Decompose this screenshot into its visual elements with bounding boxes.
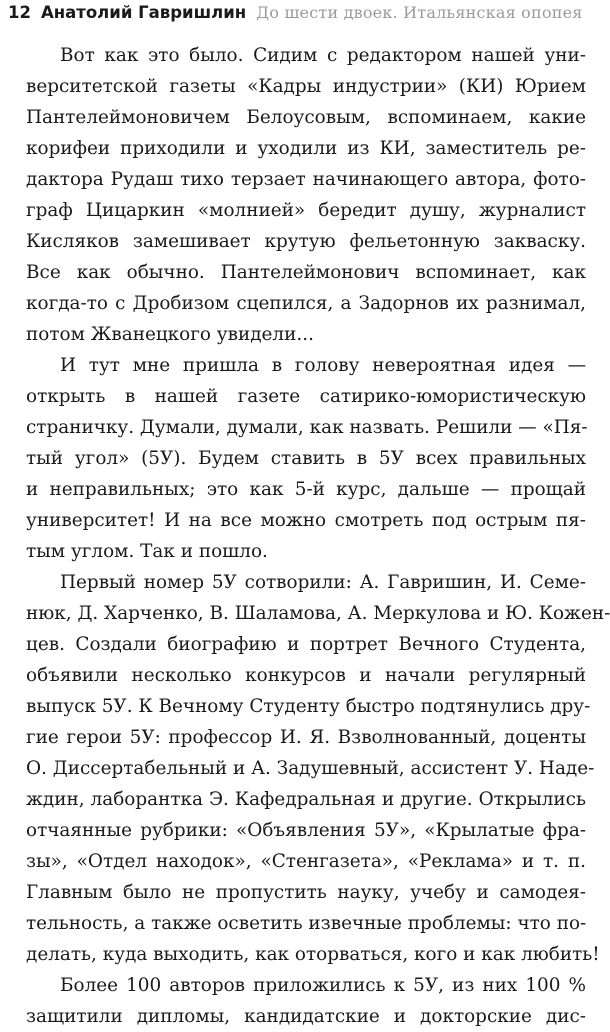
text-line: ждин, лаборантка Э. Кафедральная и другие. Открылись	[26, 789, 586, 810]
text-line: И тут мне пришла в голову невероятная идея —	[60, 355, 586, 376]
text-line: Кисляков замешивает крутую фельетонную закваску.	[26, 231, 586, 252]
text-line: тым углом. Так и пошло.	[26, 541, 268, 562]
text-line: Более 100 авторов приложились к 5У, из них 100 %	[60, 975, 586, 996]
text-line: объявили несколько конкурсов и начали регулярный	[26, 665, 586, 686]
text-line: Вот как это было. Сидим с редактором нашей уни-	[60, 45, 586, 66]
text-line: Главным было не пропустить науку, учебу и самодея-	[26, 882, 586, 903]
text-line: делать, куда выходить, как оторваться, кого и как любить!	[26, 944, 600, 965]
text-line: защитили дипломы, кандидатские и докторские дис-	[26, 1006, 586, 1027]
text-line: Все как обычно. Пантелеймонович вспоминает, как	[26, 262, 586, 283]
text-line: тельность, а также осветить извечные проблемы: что по-	[26, 913, 587, 934]
text-line: Пантелеймоновичем Белоусовым, вспоминаем, какие	[26, 107, 586, 128]
running-head	[8, 0, 583, 26]
text-line: отчаянные рубрики: «Объявления 5У», «Крылатые фра-	[26, 820, 586, 841]
text-line: гие герои 5У: профессор И. Я. Взволнованный, доценты	[26, 727, 586, 748]
text-line: университет! И на все можно смотреть под острым пя-	[26, 510, 586, 531]
text-line: когда-то с Дробизом сцепился, а Задорнов их разнимал,	[26, 293, 586, 314]
text-line: дактора Рудаш тихо терзает начинающего автора, фото-	[26, 169, 586, 190]
text-line: зы», «Отдел находок», «Стенгазета», «Реклама» и т. п.	[26, 851, 586, 872]
text-line: открыть в нашей газете сатирико-юмористическую	[26, 386, 586, 407]
text-line: страничку. Думали, думали, как назвать. Решили — «Пя-	[26, 417, 588, 438]
text-line: граф Цицаркин «молнией» бередит душу, журналист	[26, 200, 586, 221]
text-line: цев. Создали биографию и портрет Вечного Студента,	[26, 634, 586, 655]
text-line: О. Диссертабельный и А. Задушевный, ассистент У. Наде-	[26, 758, 595, 779]
text-line: тый угол» (5У). Будем ставить в 5У всех правильных	[26, 448, 586, 469]
page-number: 12	[8, 3, 31, 22]
text-line: нюк, Д. Харченко, В. Шаламова, А. Меркулова и Ю. Кожен-	[26, 603, 610, 624]
text-line: потом Жванецкого увидели...	[26, 324, 314, 345]
body-text	[26, 40, 610, 1032]
text-line: верситетской газеты «Кадры индустрии» (КИ) Юрием	[26, 76, 586, 97]
author-name: Анатолий Гавришлин	[40, 3, 247, 22]
text-line: выпуск 5У. К Вечному Студенту быстро подтянулись дру-	[26, 696, 591, 717]
text-line: и неправильных; это как 5-й курс, дальше — прощай	[26, 479, 586, 500]
text-line: корифеи приходили и уходили из КИ, заместитель ре-	[26, 138, 586, 159]
text-line: Первый номер 5У сотворили: А. Гавришин, И. Семе-	[60, 572, 586, 593]
book-title: До шести двоек. Итальянская опопея	[256, 3, 583, 22]
